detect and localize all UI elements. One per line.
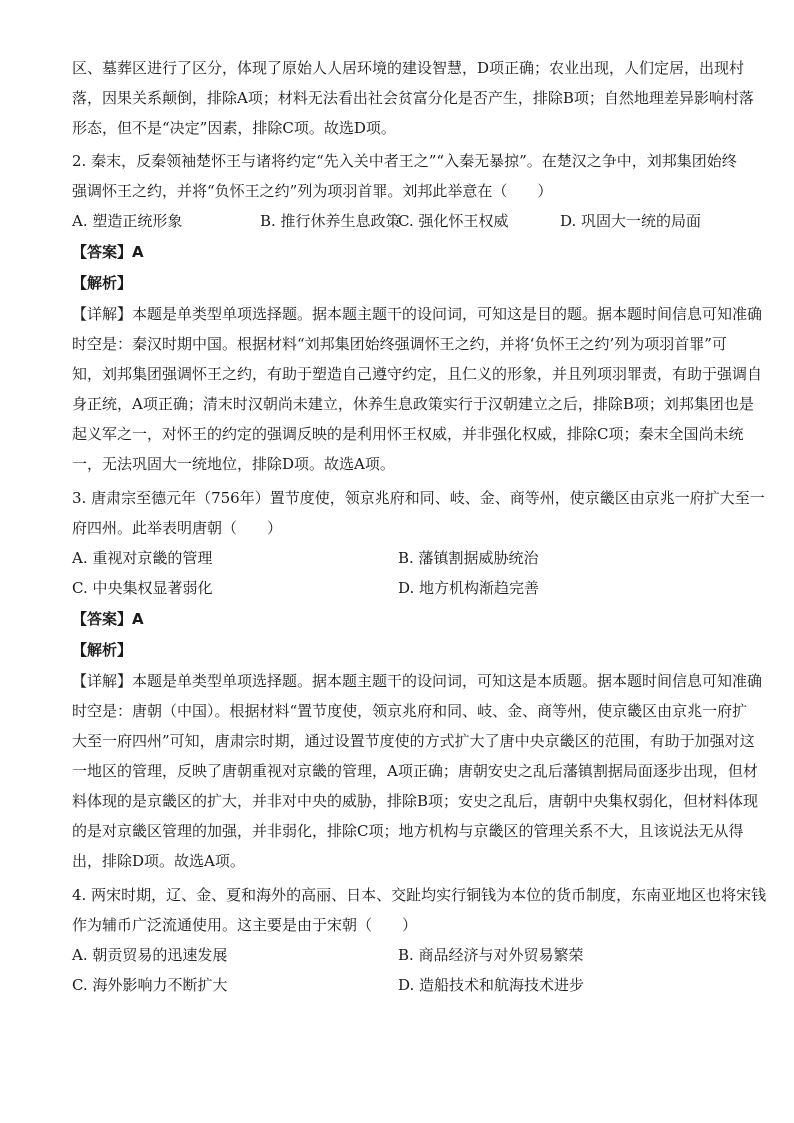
text-line: 区、墓葬区进行了区分，体现了原始人人居环境的建设智慧，D项正确；农业出现，人们定居，出现村 — [72, 59, 745, 77]
text-line: 落，因果关系颠倒，排除A项；材料无法看出社会贫富分化是否产生，排除B项；自然地理差异影响村落 — [72, 89, 754, 107]
answer-label: 【答案】A — [72, 243, 144, 261]
detail-line: 出，排除D项。故选A项。 — [72, 852, 245, 870]
analysis-label: 【解析】 — [72, 641, 133, 659]
option-d: D. 巩固大一统的局面 — [560, 212, 702, 230]
detail-line: 【详解】本题是单类型单项选择题。据本题主题干的设问词，可知这是目的题。据本题时间信息可知准确 — [72, 305, 763, 323]
option-c: C. 海外影响力不断扩大 — [72, 976, 228, 994]
question-stem: 府四州。此举表明唐朝（ ） — [72, 519, 283, 537]
detail-line: 起义军之一，对怀王的约定的强调反映的是利用怀王权威，并非强化权威，排除C项；秦末全国尚未统 — [72, 425, 744, 443]
question-stem: 3. 唐肃宗至德元年（756年）置节度使，领京兆府和同、岐、金、商等州，使京畿区由京兆一府扩大至一 — [72, 489, 765, 507]
option-b: B. 藩镇割据威胁统治 — [398, 549, 539, 567]
option-b: B. 推行休养生息政策 — [260, 212, 401, 230]
detail-line: 【详解】本题是单类型单项选择题。据本题主题干的设问词，可知这是本质题。据本题时间信息可知准确 — [72, 672, 763, 690]
detail-line: 料体现的是京畿区的扩大，并非对中央的威胁，排除B项；安史之乱后，唐朝中央集权弱化，但材料体现 — [72, 792, 759, 810]
detail-line: 大至一府四州”可知，唐肃宗时期，通过设置节度使的方式扩大了唐中央京畿区的范围，有助于加强对这 — [72, 732, 755, 750]
detail-line: 一，无法巩固大一统地位，排除D项。故选A项。 — [72, 455, 395, 473]
option-d: D. 地方机构渐趋完善 — [398, 579, 540, 597]
option-c: C. 强化怀王权威 — [398, 212, 509, 230]
option-a: A. 朝贡贸易的迅速发展 — [72, 946, 228, 964]
detail-line: 身正统，A项正确；清末时汉朝尚未建立，休养生息政策实行于汉朝建立之后，排除B项；刘邦集团也是 — [72, 395, 754, 413]
detail-line: 的是对京畿区管理的加强，并非弱化，排除C项；地方机构与京畿区的管理关系不大，且该说法无从得 — [72, 822, 744, 840]
detail-line: 时空是：唐朝（中国）。根据材料“置节度使，领京兆府和同、岐、金、商等州，使京畿区由京兆一府扩 — [72, 702, 748, 720]
option-a: A. 塑造正统形象 — [72, 212, 183, 230]
option-b: B. 商品经济与对外贸易繁荣 — [398, 946, 584, 964]
question-stem: 4. 两宋时期，辽、金、夏和海外的高丽、日本、交趾均实行铜钱为本位的货币制度，东南亚地区也将宋钱 — [72, 886, 767, 904]
detail-line: 时空是：秦汉时期中国。根据材料“刘邦集团始终强调怀王之约，并将‘负怀王之约’列为项羽首罪”可 — [72, 335, 727, 353]
question-stem: 强调怀王之约，并将“负怀王之约”列为项羽首罪。刘邦此举意在（ ） — [72, 182, 553, 200]
detail-line: 一地区的管理，反映了唐朝重视对京畿的管理，A项正确；唐朝安史之乱后藩镇割据局面逐步出现，但材 — [72, 762, 758, 780]
option-a: A. 重视对京畿的管理 — [72, 549, 213, 567]
option-c: C. 中央集权显著弱化 — [72, 579, 213, 597]
detail-line: 知，刘邦集团强调怀王之约，有助于塑造自己遵守约定，且仁义的形象，并且列项羽罪责，有助于强调自 — [72, 365, 763, 383]
question-stem: 2. 秦末，反秦领袖楚怀王与诸将约定“先入关中者王之”“入秦无暴掠”。在楚汉之争中，刘邦集团始终 — [72, 152, 737, 170]
answer-label: 【答案】A — [72, 610, 144, 628]
text-line: 形态，但不是“决定”因素，排除C项。故选D项。 — [72, 119, 396, 137]
option-d: D. 造船技术和航海技术进步 — [398, 976, 585, 994]
question-stem: 作为辅币广泛流通使用。这主要是由于宋朝（ ） — [72, 916, 418, 934]
analysis-label: 【解析】 — [72, 274, 133, 292]
